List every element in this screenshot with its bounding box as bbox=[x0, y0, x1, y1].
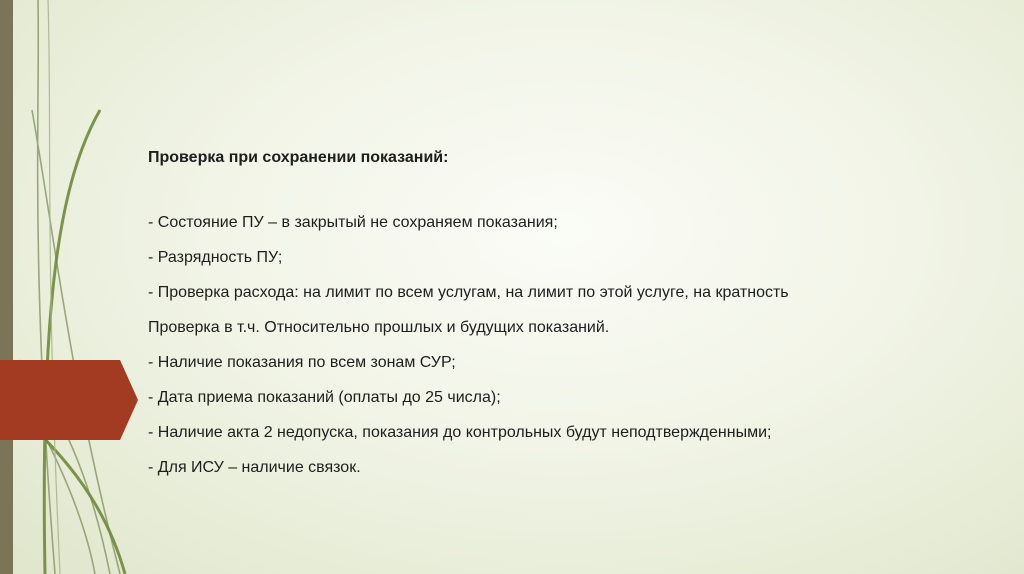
bullet-line: - Наличие акта 2 недопуска, показания до контрольных будут неподтвержденными; bbox=[148, 424, 772, 441]
bullet-line: - Дата приема показаний (оплаты до 25 числа); bbox=[148, 389, 501, 406]
slide-title: Проверка при сохранении показаний: bbox=[148, 149, 449, 166]
bullet-line: - Наличие показания по всем зонам СУР; bbox=[148, 354, 456, 371]
bullet-line: - Для ИСУ – наличие связок. bbox=[148, 459, 361, 476]
decor-curve bbox=[25, 420, 125, 574]
bullet-line: - Разрядность ПУ; bbox=[148, 249, 283, 266]
decor-curve bbox=[44, 110, 100, 574]
bullet-line: - Состояние ПУ – в закрытый не сохраняем показания; bbox=[148, 214, 558, 231]
red-arrow-shape bbox=[0, 360, 138, 440]
slide-content bbox=[148, 146, 1008, 493]
bullet-line: - Проверка расхода: на лимит по всем услугам, на лимит по этой услуге, на кратность bbox=[148, 284, 789, 301]
bullet-line: Проверка в т.ч. Относительно прошлых и будущих показаний. bbox=[148, 319, 610, 336]
